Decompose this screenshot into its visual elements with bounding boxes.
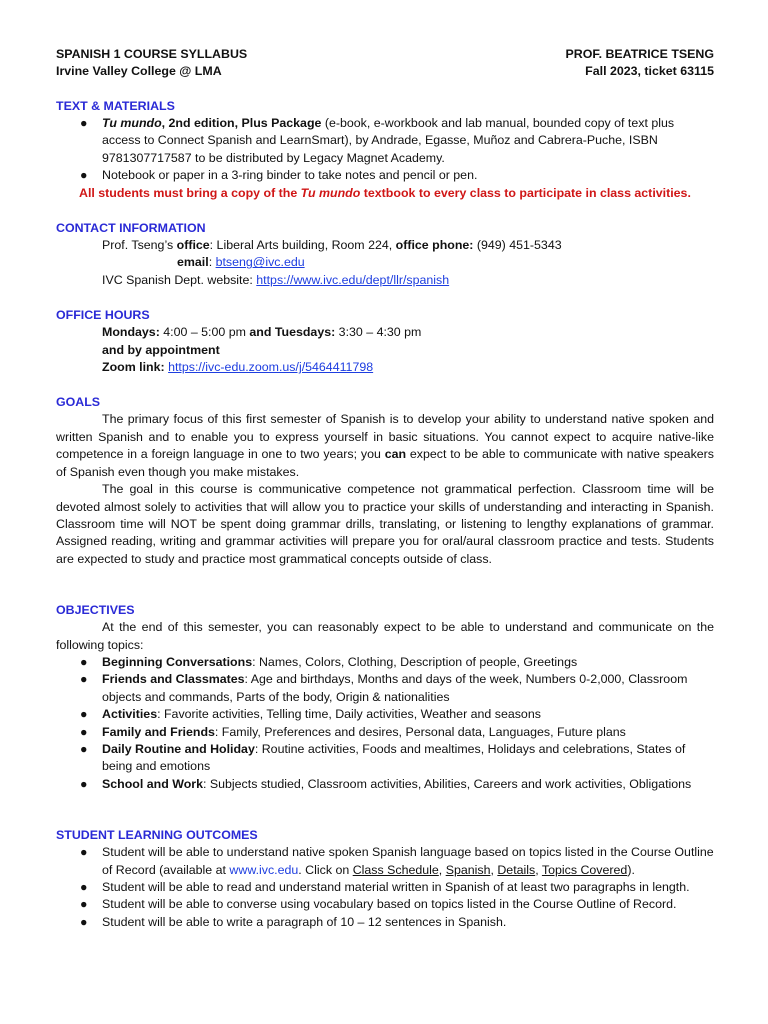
syllabus-page (56, 46, 714, 931)
bullet-icon: ● (80, 672, 88, 687)
bullet-icon: ● (80, 654, 88, 669)
ivc-website-link[interactable]: www.ivc.edu (229, 862, 299, 877)
list-item: ● School and Work: Subjects studied, Classroom activities, Abilities, Careers and work activities, Obligations (56, 776, 714, 793)
term-ticket: Fall 2023, ticket 63115 (585, 64, 714, 78)
textbook-title: Tu mundo (102, 116, 162, 130)
objectives-intro: At the end of this semester, you can reasonably expect to be able to understand and communicate on the following topics: (56, 620, 714, 652)
class-schedule-link[interactable]: Class Schedule (352, 862, 439, 877)
list-item: ● Student will be able to understand native spoken Spanish language based on topics listed in the Course Outline of Record (available at www.ivc.edu. Click on Class Schedule, Spanish, Details, Topics Covered). (80, 845, 714, 877)
office-phone: (949) 451-5343 (473, 238, 562, 253)
zoom-line: Zoom link: https://ivc-edu.zoom.us/j/5464411798 (102, 360, 374, 375)
office-line: Prof. Tseng’s office: Liberal Arts building, Room 224, office phone: (949) 451-5343 (102, 238, 562, 253)
email-line: email: btseng@ivc.edu (177, 255, 305, 270)
goals-paragraph-2: The goal in this course is communicative competence not grammatical perfection. Classroom time will be devoted almost solely to activities that will allow you to practice your skills of understanding and interacting in Spanish. Classroom time will NOT be spent doing grammar drills, translating, or listening to lengthy explanations of grammar. Assigned reading, writing and grammar activities will prepare you for oral/aural classroom practice and tests. Students are expected to study and practice most grammatical concepts outside of class. (56, 482, 714, 566)
by-appointment: and by appointment (102, 342, 220, 357)
list-item: ● Activities: Favorite activities, Telling time, Daily activities, Weather and seasons (56, 706, 714, 723)
section-heading-office-hours: OFFICE HOURS (56, 308, 150, 323)
learning-outcomes-list (56, 844, 714, 931)
list-item (56, 167, 714, 184)
list-item: ● Family and Friends: Family, Preferences and desires, Personal data, Languages, Future plans (56, 724, 714, 741)
bullet-icon: ● (80, 897, 88, 912)
professor-name: PROF. BEATRICE TSENG (565, 47, 714, 61)
section-heading-objectives: OBJECTIVES (56, 603, 135, 618)
list-item: ● Student will be able to converse using vocabulary based on topics listed in the Course Outline of Record. (56, 896, 714, 913)
materials-notebook: Notebook or paper in a 3-ring binder to take notes and pencil or pen. (102, 168, 478, 183)
list-item: ● Student will be able to read and understand material written in Spanish of at least two paragraphs in length. (56, 879, 714, 896)
zoom-link[interactable]: https://ivc-edu.zoom.us/j/5464411798 (168, 360, 374, 375)
bullet-icon: ● (80, 707, 88, 722)
spanish-link[interactable]: Spanish (445, 862, 491, 877)
goals-paragraph-1: The primary focus of this first semester of Spanish is to develop your ability to understand native spoken and written Spanish and to enable you to express yourself in basic situations. You cannot expect to acquire native-like competence in a foreign language in one to two years; you can expect to be able to communicate with native speakers of Spanish even though you make mistakes. (56, 412, 714, 479)
list-item: ● Friends and Classmates: Age and birthdays, Months and days of the week, Numbers 0-2,000, Classroom objects and commands, Parts of the body, Origin & nationalities (80, 672, 688, 704)
section-heading-text-materials: TEXT & MATERIALS (56, 99, 175, 113)
header-right (566, 46, 714, 80)
office-hours-schedule: Mondays: 4:00 – 5:00 pm and Tuesdays: 3:30 – 4:30 pm (102, 325, 422, 340)
header-left (56, 46, 247, 80)
email-link[interactable]: btseng@ivc.edu (215, 255, 305, 270)
materials-list (56, 115, 714, 185)
list-item: ● Student will be able to write a paragraph of 10 – 12 sentences in Spanish. (56, 914, 714, 931)
document-header (56, 46, 714, 80)
list-item: ● Beginning Conversations: Names, Colors, Clothing, Description of people, Greetings (56, 654, 714, 671)
college-name: Irvine Valley College @ LMA (56, 64, 222, 78)
bullet-icon: ● (80, 880, 88, 894)
textbook-description: (e-book, e-workbook and lab manual, bounded copy of text plus access to Connect Spanish and LearnSmart), by Andrade, Egasse, Muñoz and Cabrera-Puche, ISBN 9781307717587 to be distributed by Legacy Magnet Academy. (102, 116, 675, 165)
objectives-list (56, 654, 714, 793)
section-heading-contact: CONTACT INFORMATION (56, 221, 206, 236)
bullet-icon: ● (80, 845, 88, 860)
list-item (56, 115, 714, 167)
bullet-icon: ● (80, 776, 88, 791)
bullet-icon: ● (80, 914, 88, 929)
section-heading-goals: GOALS (56, 395, 101, 410)
bullet-icon: ● (80, 168, 88, 183)
list-item: ● Daily Routine and Holiday: Routine activities, Foods and mealtimes, Holidays and celebrations, States of being and emotions (80, 741, 686, 774)
bullet-icon: ● (80, 741, 88, 756)
spanish-dept-website-link[interactable]: https://www.ivc.edu/dept/llr/spanish (256, 272, 450, 287)
website-line: IVC Spanish Dept. website: https://www.ivc.edu/dept/llr/spanish (102, 272, 450, 287)
bullet-icon: ● (80, 116, 88, 130)
details-link[interactable]: Details (497, 862, 536, 877)
bullet-icon: ● (80, 724, 88, 739)
textbook-edition: , 2nd edition, Plus Package (161, 116, 322, 130)
section-heading-learning-outcomes: STUDENT LEARNING OUTCOMES (56, 828, 258, 843)
textbook-requirement-note: All students must bring a copy of the Tu mundo textbook to every class to participate in class activities. (79, 185, 691, 200)
course-title: SPANISH 1 COURSE SYLLABUS (56, 47, 248, 61)
topics-covered-link[interactable]: Topics Covered (541, 862, 628, 877)
